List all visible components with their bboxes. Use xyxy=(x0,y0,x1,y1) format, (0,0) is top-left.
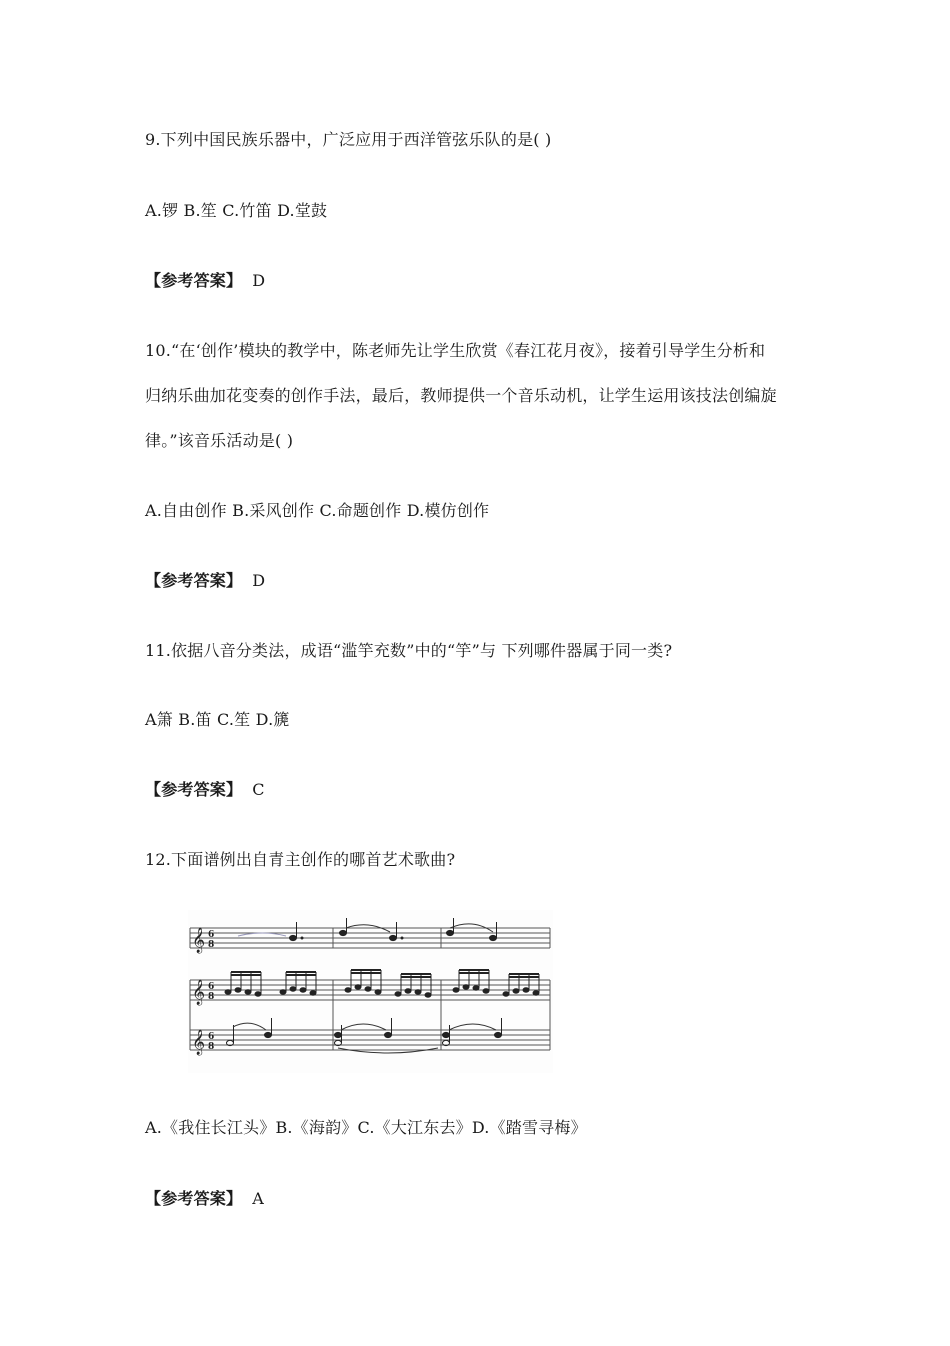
svg-text:8: 8 xyxy=(208,940,215,950)
svg-text:𝄞: 𝄞 xyxy=(192,1030,206,1055)
answer-value: D xyxy=(252,571,266,590)
answer-label: 【参考答案】 xyxy=(145,571,243,590)
q10-stem-line-1: 10.“在‘创作’模块的教学中，陈老师先让学生欣赏《春江花月夜》，接着引导学生分析和 xyxy=(145,341,766,360)
svg-text:8: 8 xyxy=(208,992,215,1002)
q9-answer xyxy=(145,271,265,291)
svg-text:6: 6 xyxy=(208,982,215,992)
answer-value: D xyxy=(252,271,266,290)
q11-options: A箫 B.笛 C.笙 D.篪 xyxy=(145,710,290,729)
q9-options: A.锣 B.笙 C.竹笛 D.堂鼓 xyxy=(145,201,328,220)
q12-answer xyxy=(145,1189,264,1209)
svg-text:8: 8 xyxy=(208,1042,215,1052)
svg-text:6: 6 xyxy=(208,1032,215,1042)
q10-options: A.自由创作 B.采风创作 C.命题创作 D.模仿创作 xyxy=(145,501,490,520)
q11-answer xyxy=(145,780,265,800)
svg-text:𝄞: 𝄞 xyxy=(192,980,206,1005)
answer-value: C xyxy=(252,780,265,799)
answer-label: 【参考答案】 xyxy=(145,1189,243,1208)
q12-stem: 12.下面谱例出自青主创作的哪首艺术歌曲? xyxy=(145,850,456,869)
answer-value: A xyxy=(252,1189,264,1208)
answer-label: 【参考答案】 xyxy=(145,271,243,290)
q9-stem: 9.下列中国民族乐器中，广泛应用于西洋管弦乐队的是( ) xyxy=(145,130,552,149)
svg-text:6: 6 xyxy=(208,930,215,940)
q12-options: A.《我住长江头》B.《海韵》C.《大江东去》D.《踏雪寻梅》 xyxy=(145,1118,587,1137)
answer-label: 【参考答案】 xyxy=(145,780,243,799)
svg-text:𝄞: 𝄞 xyxy=(192,928,206,953)
q10-stem-line-2: 归纳乐曲加花变奏的创作手法，最后，教师提供一个音乐动机，让学生运用该技法创编旋 xyxy=(145,386,777,405)
q11-stem: 11.依据八音分类法，成语“滥竽充数”中的“竽”与 下列哪件器属于同一类? xyxy=(145,641,673,660)
q10-stem-line-3: 律。”该音乐活动是( ) xyxy=(145,431,294,450)
music-score-excerpt xyxy=(188,910,553,1073)
q10-answer xyxy=(145,571,265,591)
